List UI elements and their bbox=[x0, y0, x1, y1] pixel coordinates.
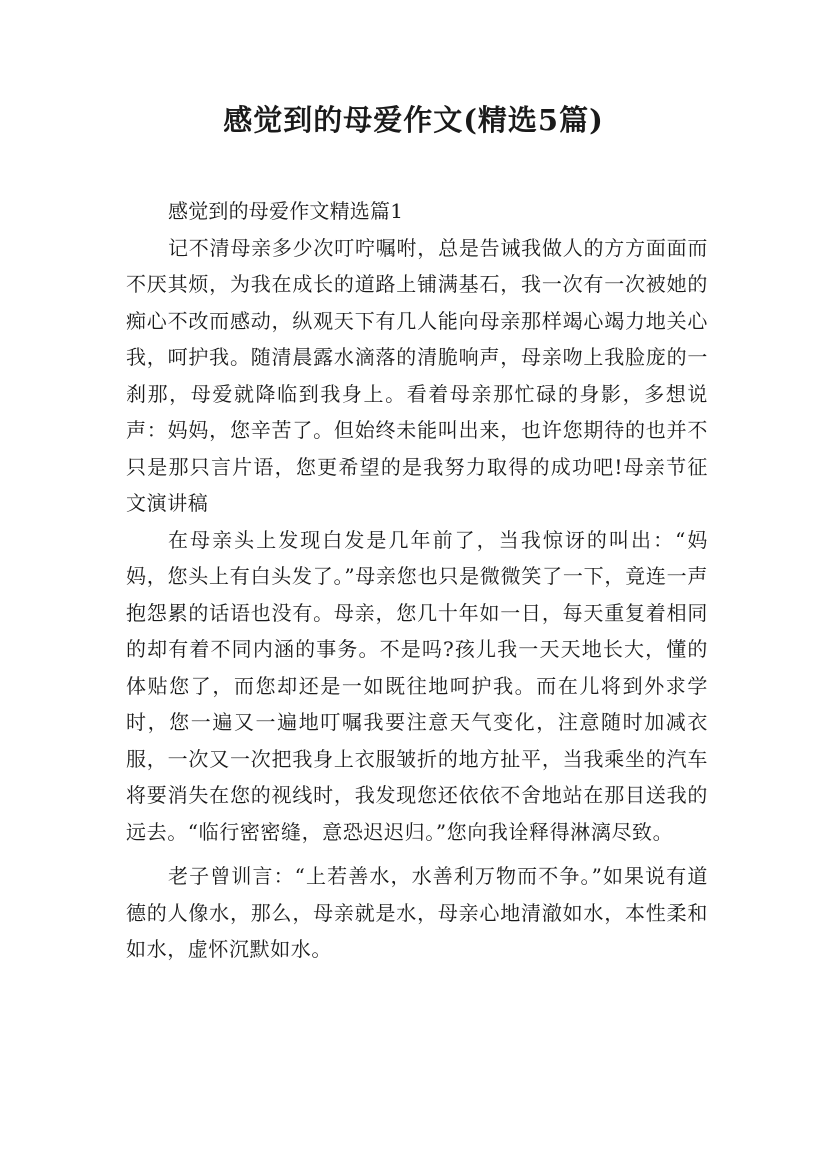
section-heading: 感觉到的母爱作文精选篇1 bbox=[168, 199, 404, 223]
paragraph-1: 记不清母亲多少次叮咛嘱咐，总是告诫我做人的方方面面而不厌其烦，为我在成长的道路上铺满基石，我一次有一次被她的痴心不改而感动，纵观天下有几人能向母亲那样竭心竭力地关心我，呵护我。随清晨露水滴落的清脆响声，母亲吻上我脸庞的一刹那，母爱就降临到我身上。看着母亲那忙碌的身影，多想说声：妈妈，您辛苦了。但始终未能叫出来，也许您期待的也并不只是那只言片语，您更希望的是我努力取得的成功吧!母亲节征文演讲稿 bbox=[126, 235, 708, 515]
document-title: 感觉到的母爱作文(精选5篇) bbox=[223, 103, 604, 137]
paragraph-2: 在母亲头上发现白发是几年前了，当我惊讶的叫出：“妈妈，您头上有白头发了。”母亲您也只是微微笑了一下，竟连一声抱怨累的话语也没有。母亲，您几十年如一日，每天重复着相同的却有着不同内涵的事务。不是吗?孩儿我一天天地长大，懂的体贴您了，而您却还是一如既往地呵护我。而在儿将到外求学时，您一遍又一遍地叮嘱我要注意天气变化，注意随时加减衣服，一次又一次把我身上衣服皱折的地方扯平，当我乘坐的汽车将要消失在您的视线时，我发现您还依依不舍地站在那目送我的远去。“临行密密缝，意恐迟迟归。”您向我诠释得淋漓尽致。 bbox=[126, 527, 708, 844]
document-body bbox=[126, 193, 708, 968]
paragraph-3: 老子曾训言：“上若善水，水善利万物而不争。”如果说有道德的人像水，那么，母亲就是水，母亲心地清澈如水，本性柔和如水，虚怀沉默如水。 bbox=[126, 864, 708, 961]
